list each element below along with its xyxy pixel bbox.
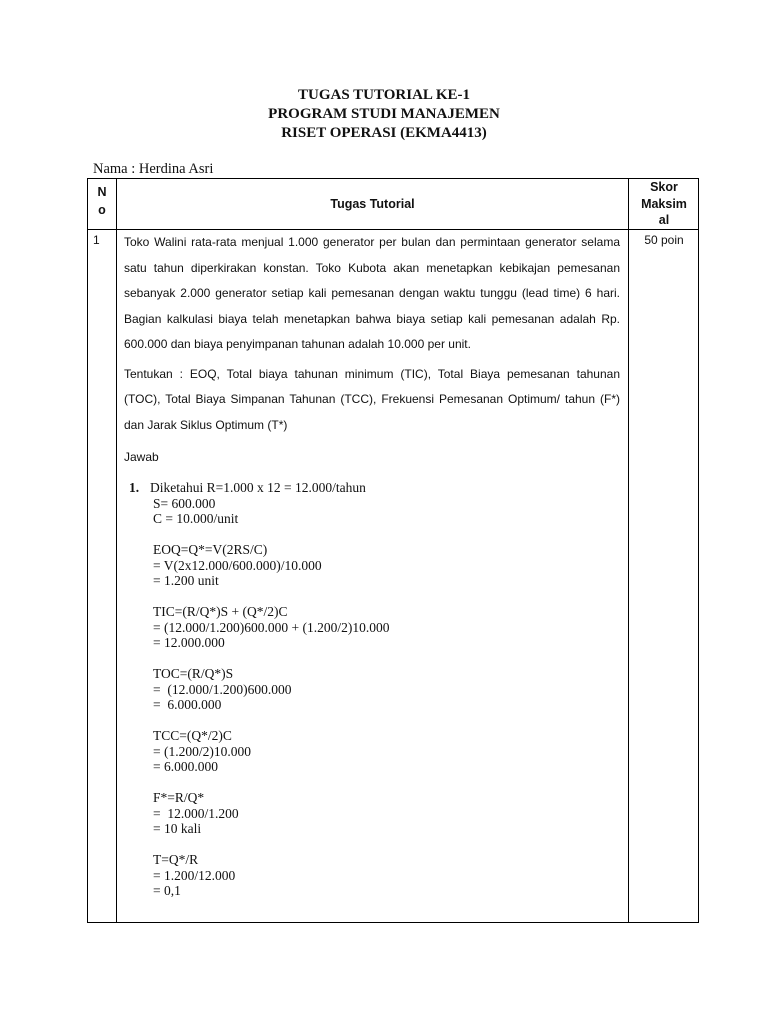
tcc-line: = 6.000.000 <box>153 759 218 774</box>
column-divider-1 <box>116 179 117 922</box>
answer-body <box>150 480 620 899</box>
tic-line: = (12.000/1.200)600.000 + (1.200/2)10.000 <box>153 619 390 635</box>
header-no <box>88 183 116 219</box>
frequency-line: = 12.000/1.200 <box>153 805 239 821</box>
eoq-line: = 1.200 unit <box>153 573 219 588</box>
header-skor-line-1: Skor <box>650 180 678 194</box>
eoq-line: = V(2x12.000/600.000)/10.000 <box>153 557 322 573</box>
toc-line: = (12.000/1.200)600.000 <box>153 681 292 697</box>
document-title <box>0 86 768 143</box>
answer-block <box>124 480 620 899</box>
given-line: C = 10.000/unit <box>153 511 239 526</box>
column-divider-2 <box>628 179 629 922</box>
tcc-line: = (1.200/2)10.000 <box>153 743 251 759</box>
given-line: S= 600.000 <box>153 495 216 511</box>
toc-line: TOC=(R/Q*)S <box>153 666 234 681</box>
problem-text: Toko Walini rata-rata menjual 1.000 generator per bulan dan permintaan generator selama satu tahun diperkirakan konstan. Toko Kubota akan menetapkan kebikajan pemesanan sebanyak 2.000 generator setiap kali pemesanan dengan waktu tunggu (lead time) 6 hari. Bagian kalkulasi biaya telah menetapkan bahwa biaya setiap kali pemesanan adalah Rp. 600.000 dan biaya penyimpanan tahunan adalah 10.000 per unit. <box>124 235 620 351</box>
cycle-line: = 1.200/12.000 <box>153 867 236 883</box>
eoq-line: EOQ=Q*=V(2RS/C) <box>153 542 268 557</box>
answer-number: 1. <box>129 480 140 495</box>
toc-line: = 6.000.000 <box>153 697 222 712</box>
row-score: 50 poin <box>644 233 684 247</box>
title-line-3: RISET OPERASI (EKMA4413) <box>281 125 487 141</box>
frequency-line: = 10 kali <box>153 821 202 836</box>
tic-line: = 12.000.000 <box>153 635 225 650</box>
given-line: Diketahui R=1.000 x 12 = 12.000/tahun <box>150 480 366 495</box>
cycle-line: = 0,1 <box>153 883 181 898</box>
answer-label: Jawab <box>124 450 159 464</box>
row-number: 1 <box>93 233 100 247</box>
row-content <box>124 230 620 899</box>
question-text: Tentukan : EOQ, Total biaya tahunan minimum (TIC), Total Biaya pemesanan tahunan (TOC), Total Biaya Simpanan Tahunan (TCC), Frekuensi Pemesanan Optimum/ tahun (F*) dan Jarak Siklus Optimum (T*) <box>124 366 620 432</box>
header-no-line-1: N <box>97 185 107 199</box>
header-skor-line-3: al <box>658 213 670 227</box>
cycle-line: T=Q*/R <box>153 852 199 867</box>
tic-line: TIC=(R/Q*)S + (Q*/2)C <box>153 604 288 619</box>
student-name: Nama : Herdina Asri <box>93 161 214 177</box>
title-line-2: PROGRAM STUDI MANAJEMEN <box>268 106 500 122</box>
header-no-line-2: o <box>98 203 106 217</box>
assignment-table <box>87 178 699 923</box>
frequency-line: F*=R/Q* <box>153 790 205 805</box>
header-tugas: Tugas Tutorial <box>330 197 415 211</box>
header-skor <box>629 179 699 229</box>
tcc-line: TCC=(Q*/2)C <box>153 728 232 743</box>
header-skor-line-2: Maksim <box>641 196 687 211</box>
title-line-1: TUGAS TUTORIAL KE-1 <box>298 87 470 103</box>
